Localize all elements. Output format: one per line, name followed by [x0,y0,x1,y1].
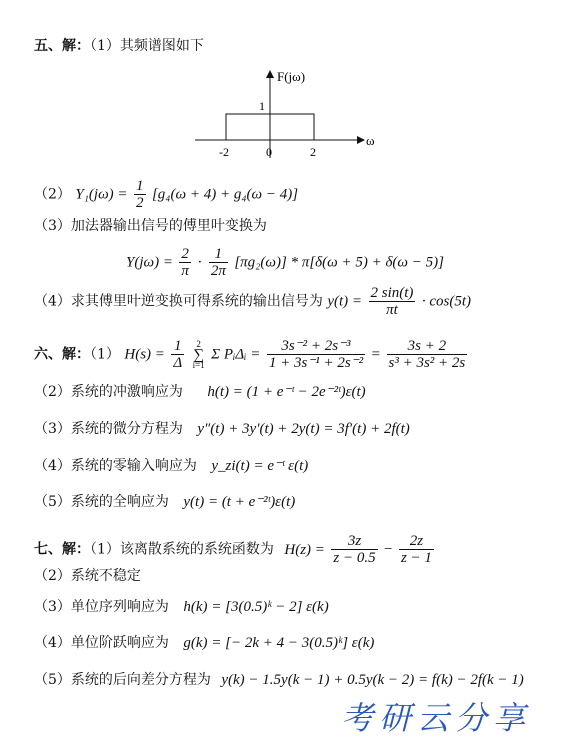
summation [193,340,205,370]
numerator: 1 [136,178,144,194]
x-axis-arrow [357,136,365,144]
text: （4）求其傅里叶逆变换可得系统的输出信号为 [34,293,323,310]
text: （4）单位阶跃响应为 [34,635,169,651]
label: （1） [90,346,120,363]
sum-expression: Σ PᵢΔᵢ = [211,346,261,363]
section-7-heading: 七、解： [34,541,90,558]
sum-lower: i=1 [192,359,205,370]
formula: g(k) = [− 2k + 4 − 3(0.5)ᵏ] ε(k) [183,635,375,651]
section-5-part-4 [34,285,471,318]
fraction-s-poly [387,338,468,371]
sum-upper: 2 [196,338,201,349]
section-6-part-1 [34,338,469,371]
formula: y(k) − 1.5y(k − 1) + 0.5y(k − 2) = f(k) − 2f(k − 1) [221,672,524,688]
formula-rhs: [g₄(ω + 4) + g₄(ω − 4)] [151,186,299,203]
formula: h(k) = [3(0.5)ᵏ − 2] ε(k) [183,599,329,615]
formula-lhs: H(z) = [284,541,325,558]
x-axis-label: ω [366,133,375,148]
text: （2）系统的冲激响应为 [34,384,183,400]
text: （5）系统的全响应为 [34,494,169,510]
section-5-part-3: （3）加法器输出信号的傅里叶变换为 [34,218,267,234]
minus: − [384,541,393,558]
section-6-part-4 [34,457,308,475]
formula-rhs: · cos(5t) [421,293,472,310]
section-5-part-1: （1）其频谱图如下 [90,38,204,54]
denominator: s³ + 3s² + 2s [388,355,466,371]
text: （3）单位序列响应为 [34,599,169,615]
tick-label-2: 2 [310,145,316,159]
section-6-part-3 [34,420,410,438]
section-5-part-3-formula [126,246,444,279]
y-axis-arrow [266,70,274,78]
section-5-heading: 五、解： [34,38,90,54]
fraction-1-over-2pi [209,246,228,279]
numerator: 1 [209,246,228,263]
denominator: z − 0.5 [333,550,376,566]
numerator: 3z [331,533,377,550]
denominator: πt [386,302,398,318]
formula-rhs: [πg₂(ω)] * π[δ(ω + 5) + δ(ω − 5)] [234,254,444,271]
numerator: 3s + 2 [387,338,468,355]
denominator: 2π [210,263,226,279]
section-6-heading: 六、解： [34,346,90,363]
denominator: π [181,263,189,279]
label: （2） [34,186,71,203]
fraction-3z [331,533,377,566]
text: （1）该离散系统的系统函数为 [90,541,274,558]
numerator: 2 [179,246,191,263]
formula-lhs: y(t) = [327,293,363,310]
y-axis-label: F(jω) [277,70,306,84]
numerator: 3s⁻² + 2s⁻³ [267,338,365,355]
fraction-s-inverse [267,338,365,371]
denominator: Δ [173,355,183,371]
section-6-part-5 [34,493,295,511]
denominator: z − 1 [400,550,432,566]
fraction-2-over-pi [179,246,191,279]
numerator: 1 [171,338,184,355]
section-7-part-4 [34,634,374,652]
formula-lhs: H(s) = [124,346,165,363]
denominator: 2 [136,195,144,211]
fraction-1-over-delta [171,338,184,371]
section-7-part-2: （2）系统不稳定 [34,568,141,584]
fraction-2z [399,533,434,566]
section-7-part-1 [34,533,436,566]
formula: y″(t) + 3y′(t) + 2y(t) = 3f′(t) + 2f(t) [197,421,410,437]
formula: h(t) = (1 + e⁻ᵗ − 2e⁻²ᵗ)ε(t) [207,384,366,400]
denominator: 1 + 3s⁻¹ + 2s⁻² [268,355,364,371]
fraction-sin [369,285,416,318]
watermark-logo: 考研云分享 [340,699,531,737]
fraction-half [134,178,146,211]
formula: y_zi(t) = e⁻ᵗ ε(t) [211,458,309,474]
tick-label-neg2: -2 [219,145,229,159]
tick-label-1: 1 [259,99,265,113]
equals: = [371,346,381,363]
text: （4）系统的零输入响应为 [34,458,197,474]
numerator: 2z [399,533,434,550]
numerator: 2 sin(t) [370,285,414,301]
tick-label-0: 0 [266,145,272,159]
section-5-line-1 [34,37,204,55]
section-6-part-2 [34,383,366,401]
text: （5）系统的后向差分方程为 [34,672,211,688]
formula: y(t) = (t + e⁻²ᵗ)ε(t) [183,494,296,510]
section-7-part-3 [34,598,329,616]
section-5-part-2 [34,178,298,211]
text: （3）系统的微分方程为 [34,421,183,437]
formula-lhs: Y(jω) = [126,254,173,271]
sigma-placeholder: ∑ [193,346,205,363]
section-7-part-5 [34,671,524,689]
dot: · [197,254,203,271]
spectrum-figure [195,70,375,162]
formula-lhs: Y₁(jω) = [75,186,128,203]
